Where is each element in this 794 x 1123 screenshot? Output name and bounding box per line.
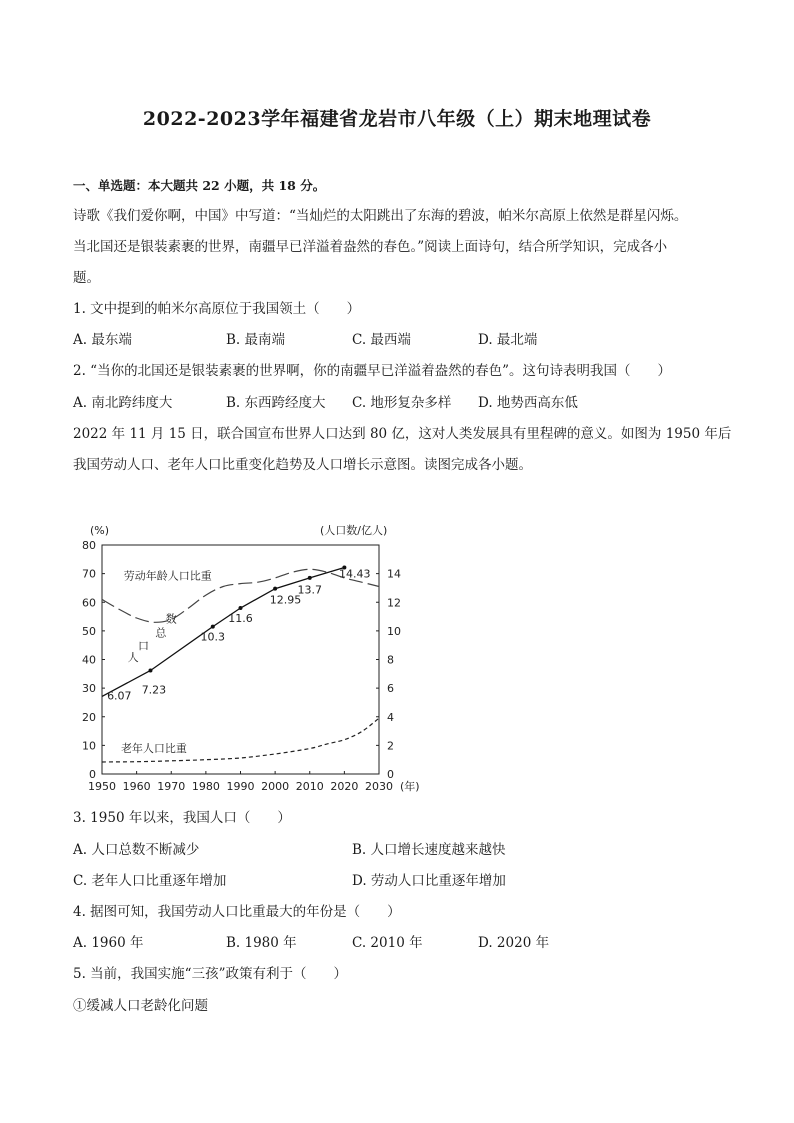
section-header: 一、单选题：本大题共 22 小题，共 18 分。 <box>73 178 326 193</box>
x-tick-label: 2000 <box>261 780 290 793</box>
left-tick-label: 80 <box>82 539 96 552</box>
right-tick-label: 12 <box>387 596 401 610</box>
total-population-point <box>211 625 215 629</box>
question-2-stem: 2. “当你的北国还是银装素裹的世界啊，你的南疆早已洋溢着盎然的春色”。这句诗表明我国（ ） <box>73 363 671 379</box>
population-chart <box>70 512 440 802</box>
left-tick-label: 50 <box>82 624 96 638</box>
data-value-label: 14.43 <box>339 567 371 581</box>
left-tick-label: 70 <box>82 567 96 581</box>
q4-option-b[interactable]: B. 1980 年 <box>226 935 297 951</box>
question-5-stem: 5. 当前，我国实施“三孩”政策有利于（ ） <box>73 966 347 982</box>
total-population-label-char: 口 <box>138 639 150 653</box>
right-tick-label: 10 <box>387 624 401 638</box>
left-tick-label: 40 <box>82 653 96 667</box>
passage1-line: 当北国还是银装素裹的世界，南疆早已洋溢着盎然的春色。”阅读上面诗句，结合所学知识，完成各小 <box>73 239 668 255</box>
x-tick-label: 2010 <box>295 780 324 793</box>
passage2-line: 我国劳动人口、老年人口比重变化趋势及人口增长示意图。读图完成各小题。 <box>73 457 532 473</box>
q3-option-a[interactable]: A. 人口总数不断减少 <box>73 842 200 858</box>
left-tick-label: 30 <box>82 682 96 696</box>
q3-option-d[interactable]: D. 劳动人口比重逐年增加 <box>352 873 506 889</box>
left-tick-label: 20 <box>82 710 96 724</box>
data-value-label: 6.07 <box>107 689 132 703</box>
left-tick-label: 10 <box>82 739 96 753</box>
q2-option-a[interactable]: A. 南北跨纬度大 <box>73 395 173 411</box>
q1-option-d[interactable]: D. 最北端 <box>478 332 538 348</box>
x-tick-label: 1970 <box>157 780 186 793</box>
left-tick-label: 60 <box>82 596 96 610</box>
q2-option-d[interactable]: D. 地势西高东低 <box>478 395 578 411</box>
x-tick-label: 1950 <box>88 780 116 793</box>
total-population-point <box>239 606 243 610</box>
x-tick-label: 1980 <box>191 780 220 793</box>
data-value-label: 10.3 <box>200 630 226 644</box>
q3-option-b[interactable]: B. 人口增长速度越来越快 <box>352 842 506 858</box>
q2-option-c[interactable]: C. 地形复杂多样 <box>352 395 452 411</box>
total-population-label-char: 总 <box>155 626 167 640</box>
data-value-label: 7.23 <box>141 683 167 697</box>
x-tick-label: 2030 <box>365 780 393 793</box>
x-tick-label: 2020 <box>330 780 359 793</box>
right-tick-label: 0 <box>387 768 394 781</box>
total-population-point <box>148 669 152 673</box>
q4-option-a[interactable]: A. 1960 年 <box>73 935 144 951</box>
right-axis-label: (人口数/亿人) <box>320 524 388 537</box>
passage1-line: 题。 <box>73 270 100 286</box>
passage1-line: 诗歌《我们爱你啊，中国》中写道：“当灿烂的太阳跳出了东海的碧波，帕米尔高原上依然是群星闪烁。 <box>73 208 688 224</box>
x-tick-label: 1960 <box>122 780 151 793</box>
q5-item-1: ①缓减人口老龄化问题 <box>73 998 208 1014</box>
data-value-label: 11.6 <box>228 611 253 625</box>
question-4-stem: 4. 据图可知，我国劳动人口比重最大的年份是（ ） <box>73 904 401 920</box>
data-value-label: 13.7 <box>297 583 322 597</box>
right-tick-label: 4 <box>387 710 394 724</box>
x-axis-unit: (年) <box>400 780 420 793</box>
q4-option-d[interactable]: D. 2020 年 <box>478 935 550 951</box>
q4-option-c[interactable]: C. 2010 年 <box>352 935 423 951</box>
right-tick-label: 14 <box>387 567 401 581</box>
q2-option-b[interactable]: B. 东西跨经度大 <box>226 395 326 411</box>
elderly-ratio-line <box>102 718 379 762</box>
total-population-point <box>308 576 312 580</box>
total-population-point <box>273 587 277 591</box>
q1-option-b[interactable]: B. 最南端 <box>226 332 286 348</box>
q1-option-c[interactable]: C. 最西端 <box>352 332 411 348</box>
q1-option-a[interactable]: A. 最东端 <box>73 332 132 348</box>
x-tick-label: 1990 <box>226 780 255 793</box>
total-population-label-char: 人 <box>127 650 139 664</box>
right-tick-label: 8 <box>387 653 394 667</box>
left-tick-label: 0 <box>89 768 96 781</box>
series-label: 劳动年龄人口比重 <box>123 569 212 583</box>
passage2-line: 2022 年 11 月 15 日，联合国宣布世界人口达到 80 亿，这对人类发展具有里程碑的意义。如图为 1950 年后 <box>73 426 732 442</box>
question-3-stem: 3. 1950 年以来，我国人口（ ） <box>73 810 291 826</box>
right-tick-label: 2 <box>387 739 394 753</box>
left-axis-label: (%) <box>90 524 110 537</box>
page-title: 2022-2023学年福建省龙岩市八年级（上）期末地理试卷 <box>142 108 652 130</box>
q3-option-c[interactable]: C. 老年人口比重逐年增加 <box>73 873 227 889</box>
right-tick-label: 6 <box>387 682 394 696</box>
total-population-label-char: 数 <box>165 612 177 626</box>
question-1-stem: 1. 文中提到的帕米尔高原位于我国领土（ ） <box>73 301 361 317</box>
data-value-label: 12.95 <box>269 593 302 607</box>
series-label: 老年人口比重 <box>120 742 187 756</box>
